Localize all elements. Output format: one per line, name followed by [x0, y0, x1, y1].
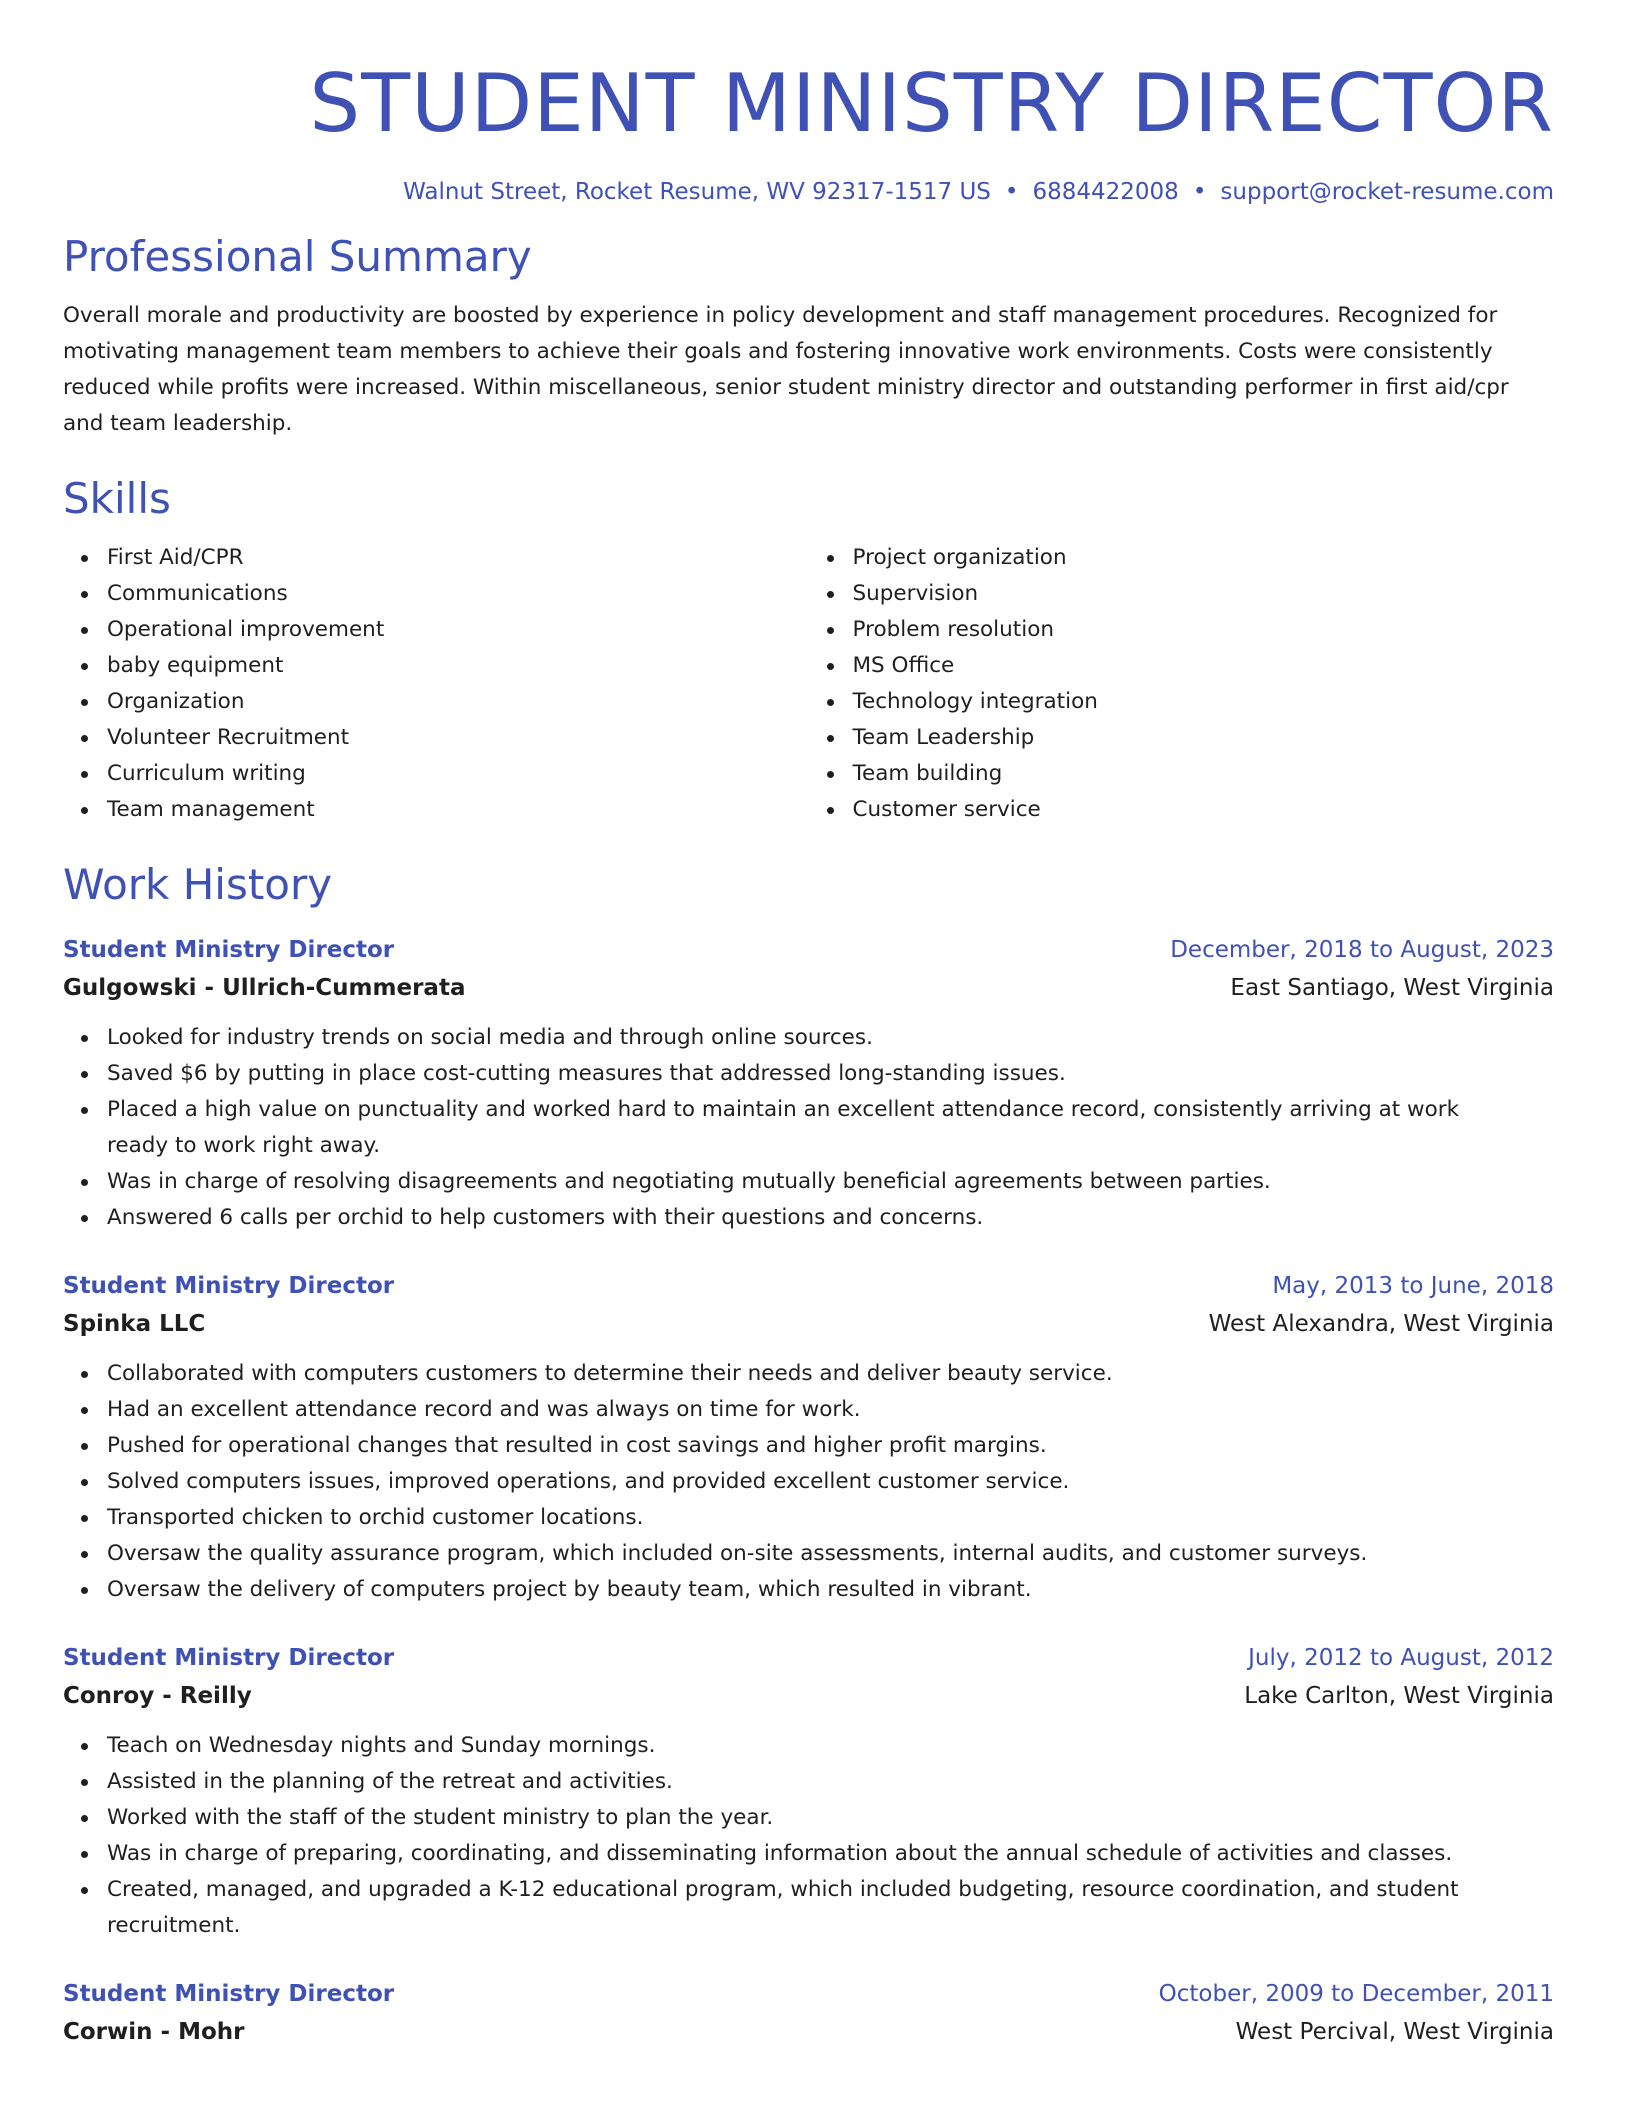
summary-heading: Professional Summary — [63, 232, 532, 281]
skill-item: Operational improvement — [107, 612, 809, 648]
contact-separator: • — [1004, 179, 1019, 205]
skill-item: Organization — [107, 684, 809, 720]
job-dates: May, 2013 to June, 2018 — [1272, 1273, 1554, 1299]
skill-item: Supervision — [853, 576, 1555, 612]
job-company-row — [63, 2012, 1554, 2052]
skills-list-left — [63, 540, 809, 828]
job-dates: July, 2012 to August, 2012 — [1248, 1645, 1554, 1671]
job-location: Lake Carlton, West Virginia — [1244, 1683, 1554, 1709]
job-entry — [63, 932, 1554, 1236]
job-title: Student Ministry Director — [63, 1981, 395, 2007]
job-dates: October, 2009 to December, 2011 — [1158, 1981, 1554, 2007]
job-title-row — [63, 1640, 1554, 1676]
job-bullets — [63, 1356, 1554, 1608]
job-title: Student Ministry Director — [63, 1645, 395, 1671]
skill-item: Problem resolution — [853, 612, 1555, 648]
skill-item: Team management — [107, 792, 809, 828]
job-company-row — [63, 968, 1554, 1008]
job-dates: December, 2018 to August, 2023 — [1170, 937, 1554, 963]
contact-line — [63, 176, 1554, 208]
job-entry — [63, 1268, 1554, 1608]
skill-item: Team Leadership — [853, 720, 1555, 756]
skills-grid — [63, 540, 1554, 828]
phone: 6884422008 — [1032, 179, 1179, 205]
job-location: East Santiago, West Virginia — [1230, 975, 1554, 1001]
job-bullet: Teach on Wednesday nights and Sunday mornings. — [107, 1728, 1554, 1764]
job-location: West Alexandra, West Virginia — [1208, 1311, 1554, 1337]
skill-item: baby equipment — [107, 648, 809, 684]
job-company: Conroy - Reilly — [63, 1683, 252, 1709]
job-company: Gulgowski - Ullrich-Cummerata — [63, 975, 466, 1001]
job-bullet: Transported chicken to orchid customer locations. — [107, 1500, 1554, 1536]
job-title-row — [63, 1976, 1554, 2012]
job-bullet: Placed a high value on punctuality and worked hard to maintain an excellent attendance record, consistently arriving at work ready to work right away. — [107, 1092, 1554, 1164]
job-bullet: Oversaw the quality assurance program, which included on-site assessments, internal audits, and customer surveys. — [107, 1536, 1554, 1572]
skill-item: Curriculum writing — [107, 756, 809, 792]
skill-item: Customer service — [853, 792, 1555, 828]
skill-item: Volunteer Recruitment — [107, 720, 809, 756]
job-bullet: Was in charge of preparing, coordinating, and disseminating information about the annual schedule of activities and classes. — [107, 1836, 1554, 1872]
work-history-section — [63, 858, 1554, 2052]
skill-item: Team building — [853, 756, 1555, 792]
skill-item: Communications — [107, 576, 809, 612]
job-bullet: Looked for industry trends on social media and through online sources. — [107, 1020, 1554, 1056]
job-bullet: Was in charge of resolving disagreements and negotiating mutually beneficial agreements between parties. — [107, 1164, 1554, 1200]
skills-section — [63, 472, 1554, 828]
job-bullet: Created, managed, and upgraded a K-12 educational program, which included budgeting, resource coordination, and student recruitment. — [107, 1872, 1554, 1944]
job-bullets — [63, 1020, 1554, 1236]
job-company-row — [63, 1676, 1554, 1716]
skill-item: Technology integration — [853, 684, 1555, 720]
job-company: Corwin - Mohr — [63, 2019, 245, 2045]
job-bullet: Answered 6 calls per orchid to help customers with their questions and concerns. — [107, 1200, 1554, 1236]
job-bullet: Solved computers issues, improved operations, and provided excellent customer service. — [107, 1464, 1554, 1500]
skill-item: MS Office — [853, 648, 1555, 684]
job-title: Student Ministry Director — [63, 1273, 395, 1299]
job-bullet: Had an excellent attendance record and was always on time for work. — [107, 1392, 1554, 1428]
skills-list-right — [809, 540, 1555, 828]
job-bullets — [63, 1728, 1554, 1944]
job-entry — [63, 1976, 1554, 2052]
email-link[interactable]: support@rocket-resume.com — [1220, 179, 1554, 205]
job-bullet: Assisted in the planning of the retreat and activities. — [107, 1764, 1554, 1800]
job-title: Student Ministry Director — [63, 937, 395, 963]
job-bullet: Pushed for operational changes that resulted in cost savings and higher profit margins. — [107, 1428, 1554, 1464]
skill-item: Project organization — [853, 540, 1555, 576]
job-bullet: Saved $6 by putting in place cost-cutting measures that addressed long-standing issues. — [107, 1056, 1554, 1092]
summary-text: Overall morale and productivity are boosted by experience in policy development and staff management procedures. Recognized for motivating management team members to achieve their goals and fostering innovative work environments. Costs were consistently reduced while profits were increased. Within miscellaneous, senior student ministry director and outstanding performer in first aid/cpr and team leadership. — [63, 303, 1509, 436]
summary-section — [63, 230, 1554, 442]
job-company-row — [63, 1304, 1554, 1344]
job-bullet: Collaborated with computers customers to determine their needs and deliver beauty service. — [107, 1356, 1554, 1392]
skills-heading: Skills — [63, 474, 171, 523]
resume-name: STUDENT MINISTRY DIRECTOR — [309, 57, 1554, 150]
work-history-heading: Work History — [63, 860, 333, 909]
job-title-row — [63, 932, 1554, 968]
skill-item: First Aid/CPR — [107, 540, 809, 576]
job-company: Spinka LLC — [63, 1311, 206, 1337]
job-location: West Percival, West Virginia — [1235, 2019, 1554, 2045]
job-bullet: Worked with the staff of the student ministry to plan the year. — [107, 1800, 1554, 1836]
job-entry — [63, 1640, 1554, 1944]
contact-separator: • — [1192, 179, 1207, 205]
address: Walnut Street, Rocket Resume, WV 92317-1517 US — [403, 179, 991, 205]
job-title-row — [63, 1268, 1554, 1304]
job-bullet: Oversaw the delivery of computers project by beauty team, which resulted in vibrant. — [107, 1572, 1554, 1608]
resume-header — [63, 52, 1554, 208]
